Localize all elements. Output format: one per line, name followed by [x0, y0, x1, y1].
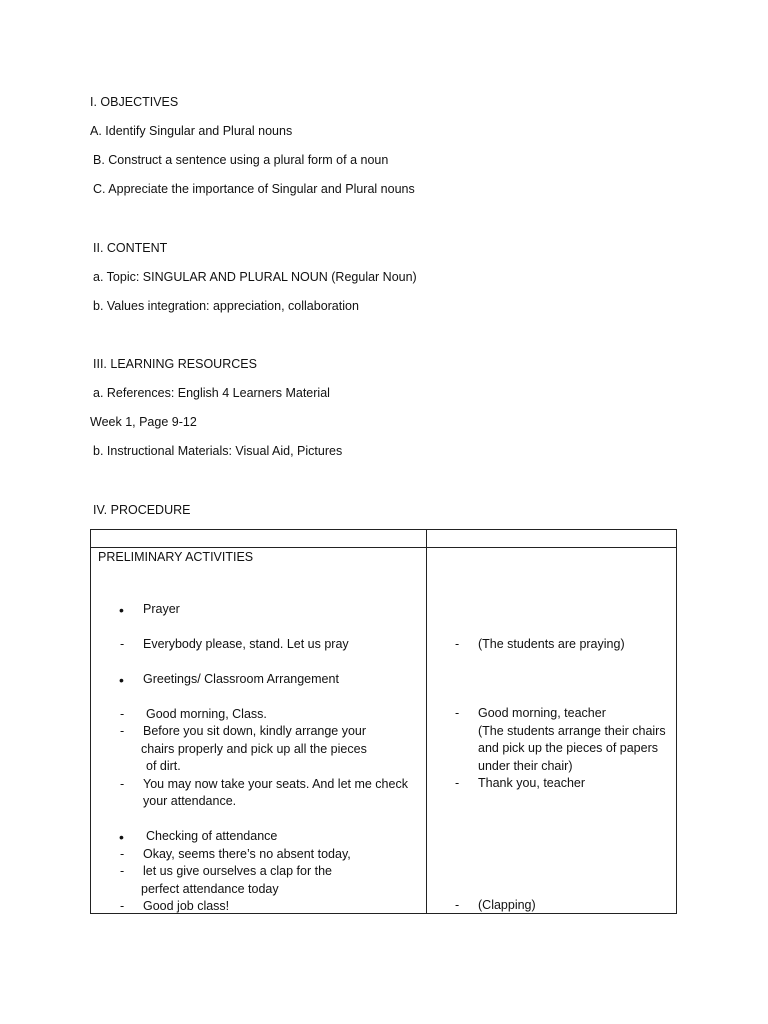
dash-icon: - [120, 847, 125, 861]
dash-icon: - [120, 864, 125, 878]
students-thanks: Thank you, teacher [478, 776, 586, 790]
content-heading: II. CONTENT [93, 241, 168, 255]
teacher-clap-line-1: let us give ourselves a clap for the [143, 864, 332, 878]
objectives-heading: I. OBJECTIVES [90, 95, 179, 109]
teacher-good-job: Good job class! [143, 899, 230, 913]
students-clapping: (Clapping) [478, 898, 536, 912]
content-values: b. Values integration: appreciation, collaboration [93, 299, 359, 313]
students-good-morning: Good morning, teacher [478, 706, 606, 720]
resources-references: a. References: English 4 Learners Material [93, 386, 330, 400]
table-column-divider [426, 530, 427, 913]
dash-icon: - [120, 637, 125, 651]
resources-heading: III. LEARNING RESOURCES [93, 357, 257, 371]
teacher-arrange-line-3: of dirt. [146, 759, 181, 773]
resources-week: Week 1, Page 9-12 [90, 415, 197, 429]
objective-a: A. Identify Singular and Plural nouns [90, 124, 293, 138]
teacher-greetings: Greetings/ Classroom Arrangement [143, 672, 339, 686]
teacher-clap-line-2: perfect attendance today [141, 882, 279, 896]
teacher-attendance: Checking of attendance [146, 829, 278, 843]
bullet-icon: • [119, 829, 124, 845]
students-arrange-line-2: and pick up the pieces of papers [478, 741, 658, 755]
procedure-table [90, 529, 677, 914]
teacher-no-absent: Okay, seems there’s no absent today, [143, 847, 351, 861]
teacher-seats-line-2: your attendance. [143, 794, 237, 808]
objective-b: B. Construct a sentence using a plural form of a noun [93, 153, 389, 167]
content-topic: a. Topic: SINGULAR AND PLURAL NOUN (Regular Noun) [93, 270, 417, 284]
students-arrange-line-1: (The students arrange their chairs [478, 724, 666, 738]
teacher-pray-line: Everybody please, stand. Let us pray [143, 637, 349, 651]
dash-icon: - [120, 707, 125, 721]
bullet-icon: • [119, 672, 124, 688]
preliminary-activities-title: PRELIMINARY ACTIVITIES [98, 550, 254, 564]
dash-icon: - [120, 899, 125, 913]
teacher-seats-line-1: You may now take your seats. And let me check [143, 777, 408, 791]
objective-c: C. Appreciate the importance of Singular and Plural nouns [93, 182, 415, 196]
teacher-prayer: Prayer [143, 602, 180, 616]
teacher-arrange-line-2: chairs properly and pick up all the pieces [141, 742, 367, 756]
table-header-row [91, 547, 676, 548]
procedure-heading: IV. PROCEDURE [93, 503, 191, 517]
dash-icon: - [120, 777, 125, 791]
students-arrange-line-3: under their chair) [478, 759, 573, 773]
dash-icon: - [455, 898, 460, 912]
dash-icon: - [455, 776, 460, 790]
teacher-good-morning: Good morning, Class. [146, 707, 267, 721]
dash-icon: - [120, 724, 125, 738]
teacher-arrange-line-1: Before you sit down, kindly arrange your [143, 724, 367, 738]
dash-icon: - [455, 706, 460, 720]
dash-icon: - [455, 637, 460, 651]
students-praying: (The students are praying) [478, 637, 625, 651]
bullet-icon: • [119, 602, 124, 618]
resources-materials: b. Instructional Materials: Visual Aid, Pictures [93, 444, 343, 458]
